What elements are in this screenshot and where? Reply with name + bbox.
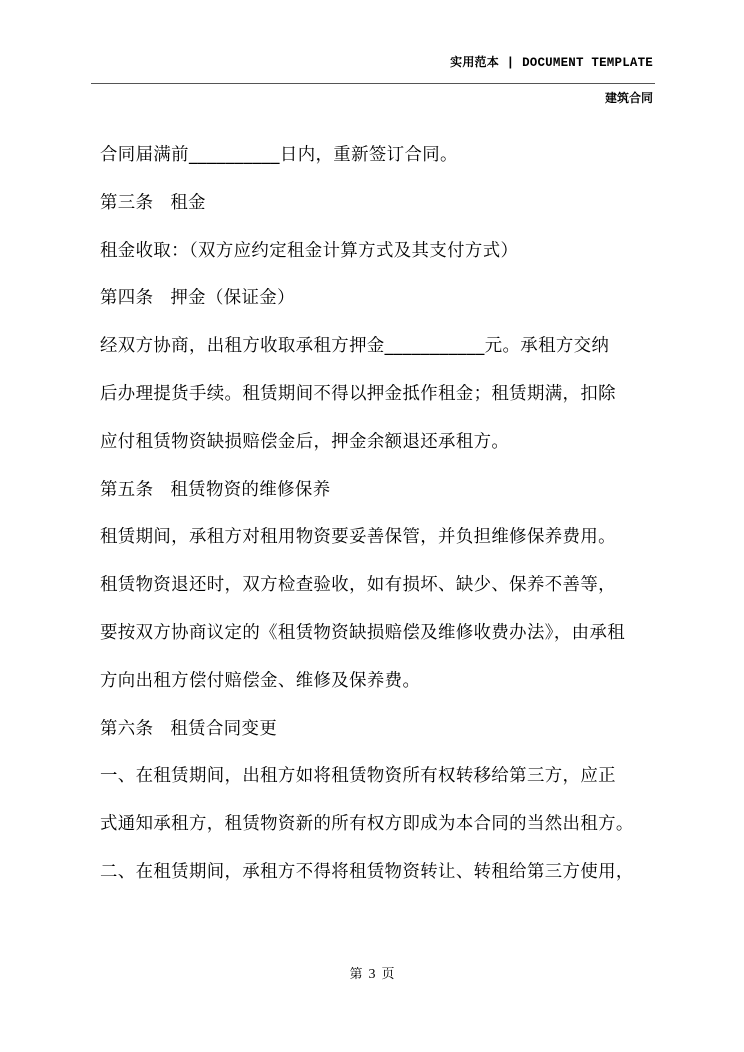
article-number: 第四条	[100, 288, 154, 309]
paragraph-line: 租赁期间，承租方对租用物资要妥善保管，并负担维修保养费用。	[100, 527, 616, 548]
paragraph-line: 一、在租赁期间，出租方如将租赁物资所有权转移给第三方，应正	[100, 766, 616, 787]
header-separator: |	[498, 56, 523, 70]
article-title: 押金（保证金）	[170, 288, 295, 309]
page-number: 3	[368, 967, 376, 982]
article-number: 第六条	[100, 718, 154, 739]
paragraph-line: 经双方协商，出租方收取承租方押金___________元。承租方交纳	[100, 336, 610, 357]
paragraph-line: 租赁物资退还时，双方检查验收，如有损坏、缺少、保养不善等，	[100, 575, 616, 596]
article-heading	[100, 283, 660, 331]
article-number: 第五条	[100, 479, 154, 500]
paragraph-line: 后办理提货手续。租赁期间不得以押金抵作租金；租赁期满，扣除	[100, 383, 616, 404]
header-subtitle: 建筑合同	[604, 91, 653, 105]
paragraph-line: 二、在租赁期间，承租方不得将租赁物资转让、转租给第三方使用，	[100, 861, 634, 882]
paragraph-line: 式通知承租方，租赁物资新的所有权方即成为本合同的当然出租方。	[100, 814, 634, 835]
document-header-title	[450, 53, 653, 70]
article-heading	[100, 475, 660, 523]
header-title-en: DOCUMENT TEMPLATE	[522, 56, 653, 70]
article-heading	[100, 714, 660, 762]
article-number: 第三条	[100, 192, 154, 213]
header-divider	[91, 83, 655, 84]
document-body	[100, 140, 660, 905]
page-label-prefix: 第	[349, 967, 363, 982]
article-title: 租赁合同变更	[170, 718, 278, 739]
paragraph-line: 租金收取：（双方应约定租金计算方式及其支付方式）	[100, 240, 519, 261]
header-title-cn: 实用范本	[450, 55, 499, 69]
paragraph-line: 要按双方协商议定的《租赁物资缺损赔偿及维修收费办法》，由承租	[100, 622, 626, 643]
page-label-suffix: 页	[381, 967, 395, 982]
paragraph-line: 应付租赁物资缺损赔偿金后，押金余额退还承租方。	[100, 431, 510, 452]
article-heading	[100, 188, 660, 236]
paragraph-line: 合同届满前__________日内，重新签订合同。	[100, 145, 458, 165]
article-title: 租金	[170, 192, 206, 213]
article-title: 租赁物资的维修保养	[170, 479, 331, 500]
page-footer	[0, 963, 744, 983]
paragraph-line: 方向出租方偿付赔偿金、维修及保养费。	[100, 670, 421, 691]
